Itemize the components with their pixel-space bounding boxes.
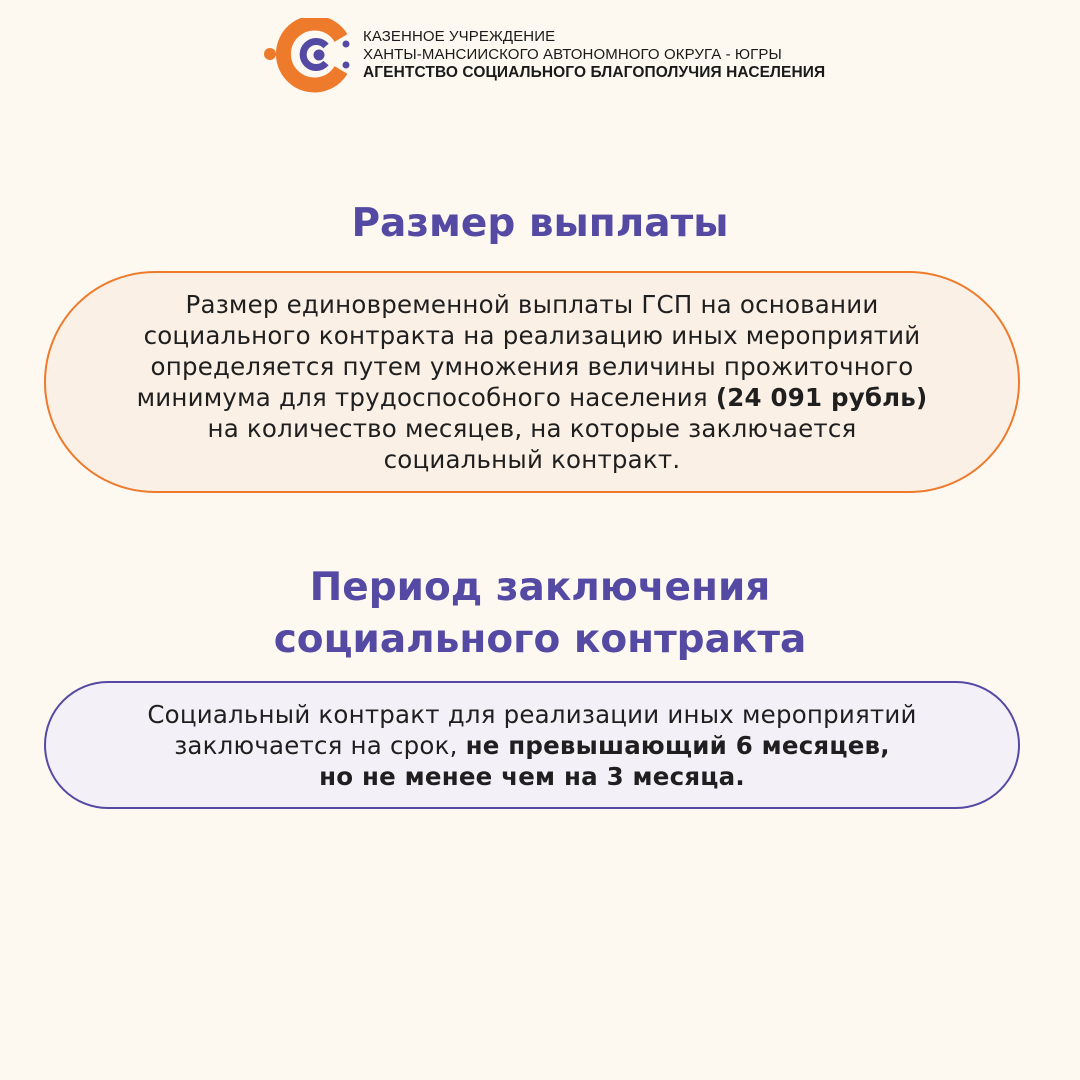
org-line-region: ХАНТЫ-МАНСИИСКОГО АВТОНОМНОГО ОКРУГА - ЮГРЫ xyxy=(363,46,782,63)
box-text-plain: заключается на срок, xyxy=(174,730,466,760)
organization-name xyxy=(363,28,825,82)
contract-period-title-line: Период заключения xyxy=(309,565,771,610)
payment-size-text xyxy=(137,289,928,475)
contract-period-box xyxy=(44,681,1020,809)
box-text-line: определяется путем умножения величины прожиточного xyxy=(150,352,914,381)
max-period-text: не превышающий 6 месяцев, xyxy=(465,730,890,760)
box-text-line: Социальный контракт для реализации иных мероприятий xyxy=(147,699,917,729)
min-period-text: но не менее чем на 3 месяца. xyxy=(319,761,745,791)
org-line-agency: АГЕНТСТВО СОЦИАЛЬНОГО БЛАГОПОЛУЧИЯ НАСЕЛЕНИЯ xyxy=(363,64,826,81)
box-text-plain: минимума для трудоспособного населения xyxy=(136,383,716,412)
box-text-line: на количество месяцев, на которые заключается xyxy=(207,414,857,443)
payment-size-box xyxy=(44,271,1020,493)
contract-period-text xyxy=(147,699,916,792)
header xyxy=(262,18,842,98)
contract-period-title xyxy=(0,562,1080,666)
box-text-line xyxy=(147,730,916,761)
box-text-line xyxy=(137,382,928,413)
payment-size-title: Размер выплаты xyxy=(351,201,729,246)
box-text-line xyxy=(147,761,916,792)
contract-period-title-line: социального контракта xyxy=(273,617,807,662)
box-text-line: социального контракта на реализацию иных мероприятий xyxy=(143,321,921,350)
org-line-institution: КАЗЕННОЕ УЧРЕЖДЕНИЕ xyxy=(363,28,556,45)
agency-logo-icon xyxy=(262,18,362,98)
box-text-line: Размер единовременной выплаты ГСП на основании xyxy=(185,290,879,319)
subsistence-minimum-amount: (24 091 рубль) xyxy=(715,383,928,412)
box-text-line: социальный контракт. xyxy=(383,445,681,474)
